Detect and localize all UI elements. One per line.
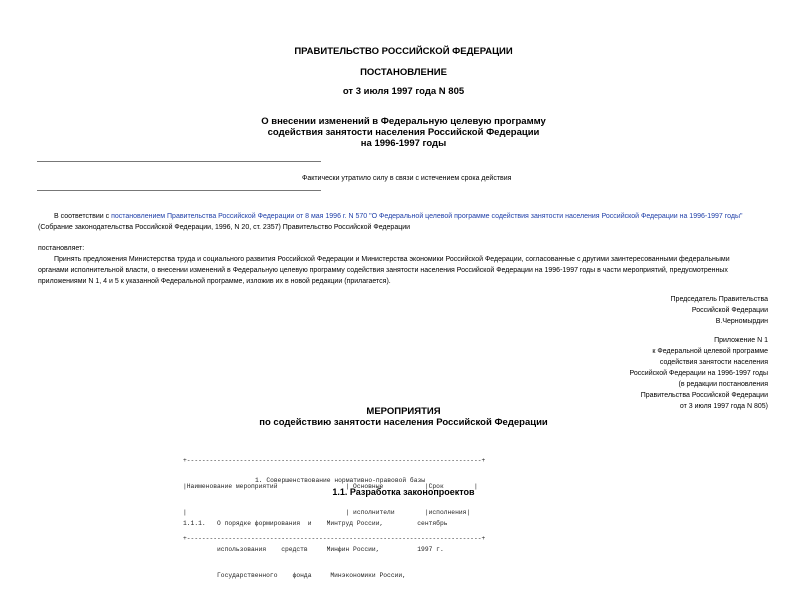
signature-line: Председатель Правительства: [670, 296, 768, 303]
appendix-line: содействия занятости населения: [659, 359, 768, 366]
preamble-line-2: (Собрание законодательства Российской Федерации, 1996, N 20, ст. 2357) Правительство Российской Федерации: [38, 224, 411, 231]
document-date: от 3 июля 1997 года N 805: [342, 86, 465, 97]
title-line: содействия занятости населения Российской Федерации: [267, 127, 540, 138]
decides-word: постановляет:: [38, 245, 85, 252]
appendix-block: [630, 335, 768, 412]
preamble-line-1: [54, 211, 742, 222]
status-note: Фактически утратило силу в связи с истечением срока действия: [302, 175, 512, 182]
government-name: ПРАВИТЕЛЬСТВО РОССИЙСКОЙ ФЕДЕРАЦИИ: [294, 46, 513, 57]
body-line: приложениями N 1, 4 и 5 к указанной Федеральной программе, изложив их в новой редакции (прилагается).: [38, 278, 391, 285]
title-line: О внесении изменений в Федеральную целевую программу: [261, 116, 546, 127]
section-title: 1. Совершенствование нормативно-правовой базы: [255, 477, 426, 484]
preamble-prefix: В соответствии с: [54, 213, 112, 220]
subsection-title: 1.1. Разработка законопроектов: [332, 487, 475, 497]
appendix-line: (в редакции постановления: [678, 381, 768, 388]
appendix-line: Российской Федерации на 1996-1997 годы: [629, 370, 768, 377]
signature-line: В.Черномырдин: [715, 318, 768, 325]
table-row-line: Государственного фонда Минэкономики России,: [183, 571, 406, 579]
body-line: органами исполнительной власти, о внесении изменений в Федеральную целевую программу содействия занятости населения Российской Федерации на 1996-1997 годы в части мероприятий, предусмотренных: [38, 267, 728, 274]
table-border: +------------------------------------------------------------------------------+: [183, 457, 486, 465]
divider-line: [37, 161, 321, 162]
decree-570-link[interactable]: постановлением Правительства Российской Федерации от 8 мая 1996 г. N 570 "О Федеральной целевой программе содействия занятости населения Российской Федерации на 1996-1997 годы": [111, 213, 743, 220]
appendix-line: от 3 июля 1997 года N 805): [679, 403, 768, 410]
table-row-line: 1.1.1. О порядке формирования и Минтруд России, сентябрь: [183, 520, 448, 528]
table-header-row: | | исполнители |исполнения|: [183, 508, 471, 516]
measures-subtitle: по содействию занятости населения Российской Федерации: [259, 417, 548, 428]
table-row: [183, 503, 448, 589]
table-border: +------------------------------------------------------------------------------+: [183, 534, 486, 542]
document-title: [0, 116, 807, 149]
signature-block: [671, 294, 768, 327]
appendix-line: к Федеральной целевой программе: [652, 348, 768, 355]
signature-line: Российской Федерации: [691, 307, 768, 314]
appendix-line: Приложение N 1: [714, 337, 768, 344]
table-row-line: использования средств Минфин России, 1997 г.: [183, 545, 444, 553]
divider-line: [37, 190, 321, 191]
measures-heading: [0, 406, 807, 428]
document-type: ПОСТАНОВЛЕНИЕ: [360, 67, 447, 78]
body-paragraph: [38, 254, 769, 287]
table-header-row: |Наименование мероприятий | Основные |Срок |: [183, 482, 478, 490]
appendix-line: Правительства Российской Федерации: [640, 392, 768, 399]
measures-title: МЕРОПРИЯТИЯ: [366, 406, 441, 417]
body-line: Принять предложения Министерства труда и социального развития Российской Федерации и Министерства экономики Российской Федерации, согласованные с другими заинтересованными федеральными: [54, 256, 730, 263]
title-line: на 1996-1997 годы: [360, 138, 447, 149]
